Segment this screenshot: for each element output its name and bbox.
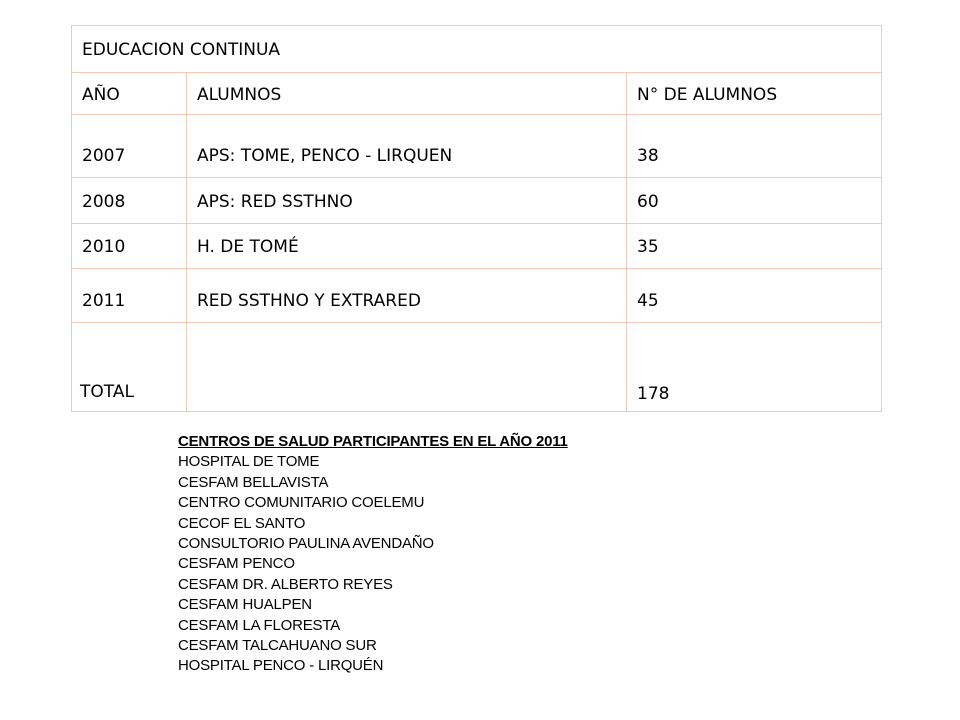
table-row [72,115,882,178]
table-row [72,178,882,224]
table-row [72,224,882,269]
list-item: CESFAM DR. ALBERTO REYES [178,575,393,593]
row-year: 2011 [72,269,187,323]
list-item: CECOF EL SANTO [178,514,306,532]
row-year: 2010 [72,224,187,269]
row-count: 35 [627,224,882,269]
list-item: HOSPITAL PENCO - LIRQUÉN [178,657,384,675]
row-students: APS: TOME, PENCO - LIRQUEN [187,115,627,178]
total-students [187,323,627,412]
total-label: TOTAL [72,323,187,412]
table-title: EDUCACION CONTINUA [72,26,882,73]
table-title-row [72,26,882,73]
table-total-row [72,323,882,412]
health-centers-title: CENTROS DE SALUD PARTICIPANTES EN EL AÑO 2011 [178,433,568,450]
header-count: N° DE ALUMNOS [627,73,882,115]
header-year: AÑO [72,73,187,115]
list-item: CESFAM LA FLORESTA [178,616,341,634]
row-count: 38 [627,115,882,178]
list-item: CESFAM PENCO [178,555,295,573]
table-row [72,269,882,323]
list-item: CESFAM TALCAHUANO SUR [178,637,377,655]
row-count: 60 [627,178,882,224]
row-students: H. DE TOMÉ [187,224,627,269]
row-count: 45 [627,269,882,323]
health-centers-list [178,432,568,677]
list-item: CESFAM HUALPEN [178,596,312,614]
row-year: 2007 [72,115,187,178]
row-year: 2008 [72,178,187,224]
table-header-row [72,73,882,115]
list-item: CENTRO COMUNITARIO COELEMU [178,494,425,512]
list-item: CONSULTORIO PAULINA AVENDAÑO [178,535,434,553]
row-students: APS: RED SSTHNO [187,178,627,224]
row-students: RED SSTHNO Y EXTRARED [187,269,627,323]
list-item: CESFAM BELLAVISTA [178,473,329,491]
education-table [71,25,882,412]
header-students: ALUMNOS [187,73,627,115]
total-count: 178 [627,323,882,412]
list-item: HOSPITAL DE TOME [178,453,320,471]
